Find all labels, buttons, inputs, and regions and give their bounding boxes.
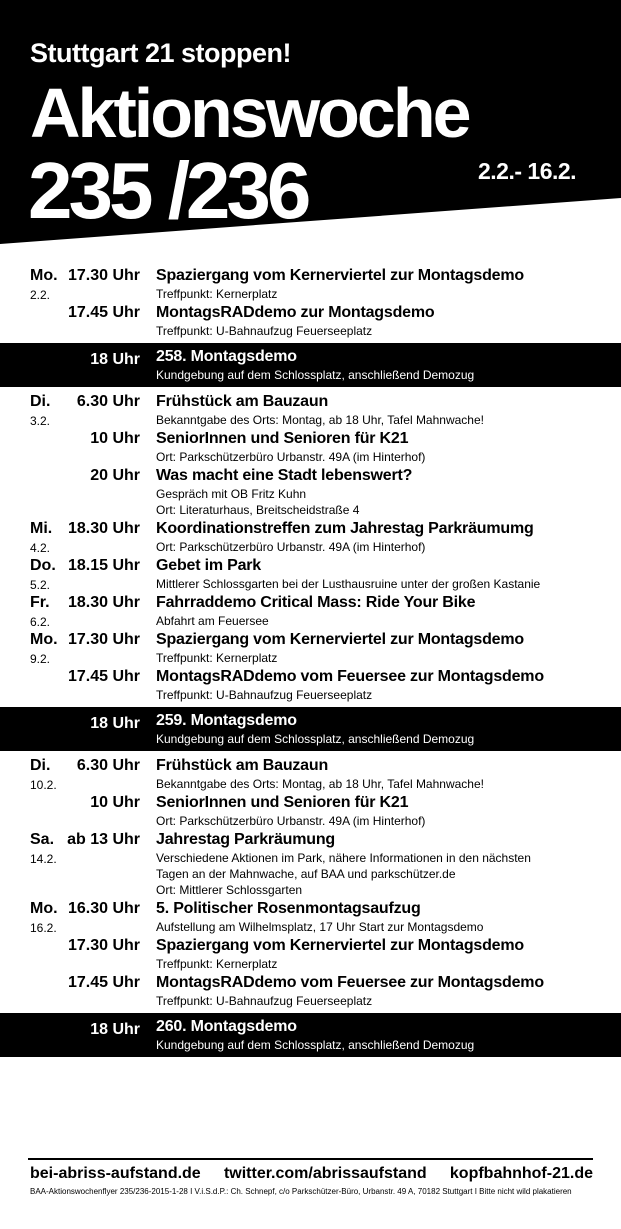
event-title: Was macht eine Stadt lebenswert?: [156, 467, 413, 484]
event-time: 17.30 Uhr: [67, 631, 140, 648]
event-title: 260. Montagsdemo: [156, 1018, 297, 1035]
event-date: 5.2.: [30, 578, 51, 592]
event-time: 18 Uhr: [90, 351, 140, 368]
event-description: Mittlerer Schlossgarten bei der Lusthausruine unter der großen Kastanie: [156, 577, 541, 591]
event-content: [156, 518, 621, 555]
footer-imprint: BAA-Aktionswochenflyer 235/236-2015-1-28 I V.i.S.d.P.: Ch. Schnepf, c/o Parkschützer-Büro, Urbanstr. 49 A, 70182 Stuttgart I Bitte nicht wild plakatieren: [30, 1187, 572, 1196]
event-time: 18.15 Uhr: [67, 557, 140, 574]
event-description: Verschiedene Aktionen im Park, nähere Informationen in den nächsten: [156, 851, 531, 865]
event-description: Treffpunkt: Kernerplatz: [156, 287, 278, 301]
footer-links: [30, 1163, 593, 1185]
event-item: [0, 265, 621, 302]
event-title: Jahrestag Parkräumung: [156, 831, 335, 848]
event-item: [0, 1016, 621, 1053]
event-title: MontagsRADdemo vom Feuersee zur Montagsdemo: [156, 668, 544, 685]
day-row: [0, 391, 621, 518]
highlight-row: [0, 707, 621, 751]
event-description: Abfahrt am Feuersee: [156, 614, 269, 628]
event-description: Ort: Parkschützerbüro Urbanstr. 49A (im Hinterhof): [156, 540, 426, 554]
event-content: [156, 629, 621, 666]
event-item: [0, 302, 621, 339]
event-day: Mo.: [30, 631, 58, 648]
event-description: Aufstellung am Wilhelmsplatz, 17 Uhr Start zur Montagsdemo: [156, 920, 484, 934]
day-row: [0, 592, 621, 629]
event-description: Ort: Literaturhaus, Breitscheidstraße 4: [156, 503, 360, 517]
event-description: Bekanntgabe des Orts: Montag, ab 18 Uhr, Tafel Mahnwache!: [156, 413, 484, 427]
day-row: [0, 265, 621, 339]
event-date: 6.2.: [30, 615, 51, 629]
event-content: [156, 1016, 621, 1053]
event-content: [156, 666, 621, 703]
event-day: Do.: [30, 557, 56, 574]
event-day: Mi.: [30, 520, 53, 537]
event-title: 258. Montagsdemo: [156, 348, 297, 365]
event-description: Kundgebung auf dem Schlossplatz, anschließend Demozug: [156, 1038, 475, 1052]
event-content: [156, 428, 621, 465]
event-time: ab 13 Uhr: [67, 831, 140, 848]
event-item: [0, 518, 621, 555]
event-content: [156, 935, 621, 972]
event-content: [156, 972, 621, 1009]
event-content: [156, 346, 621, 383]
header-title: Aktionswoche: [30, 74, 469, 152]
event-description: Bekanntgabe des Orts: Montag, ab 18 Uhr, Tafel Mahnwache!: [156, 777, 484, 791]
day-row: [0, 555, 621, 592]
event-date: 16.2.: [30, 921, 57, 935]
event-content: [156, 302, 621, 339]
event-item: [0, 829, 621, 898]
event-content: [156, 898, 621, 935]
event-title: Spaziergang vom Kernerviertel zur Montagsdemo: [156, 631, 524, 648]
event-title: Spaziergang vom Kernerviertel zur Montagsdemo: [156, 267, 524, 284]
day-row: [0, 829, 621, 898]
header-date-range: 2.2.- 16.2.: [478, 158, 577, 184]
event-description: Ort: Mittlerer Schlossgarten: [156, 883, 303, 897]
event-date: 4.2.: [30, 541, 51, 555]
schedule: [0, 265, 621, 1061]
event-content: [156, 592, 621, 629]
event-title: SeniorInnen und Senioren für K21: [156, 794, 409, 811]
event-item: [0, 755, 621, 792]
event-content: [156, 555, 621, 592]
event-date: 2.2.: [30, 288, 51, 302]
event-item: [0, 555, 621, 592]
event-item: [0, 935, 621, 972]
event-description: Ort: Parkschützerbüro Urbanstr. 49A (im Hinterhof): [156, 814, 426, 828]
event-content: [156, 792, 621, 829]
event-time: 17.45 Uhr: [67, 668, 140, 685]
event-description: Treffpunkt: Kernerplatz: [156, 957, 278, 971]
event-time: 16.30 Uhr: [67, 900, 140, 917]
day-row: [0, 629, 621, 703]
event-time: 17.45 Uhr: [67, 304, 140, 321]
event-day: Sa.: [30, 831, 55, 848]
event-title: Frühstück am Bauzaun: [156, 393, 329, 410]
event-description: Kundgebung auf dem Schlossplatz, anschließend Demozug: [156, 368, 475, 382]
event-item: [0, 710, 621, 747]
event-day: Di.: [30, 757, 51, 774]
event-date: 10.2.: [30, 778, 57, 792]
footer-link-bei-abriss-aufstand[interactable]: bei-abriss-aufstand.de: [30, 1165, 201, 1182]
event-time: 10 Uhr: [90, 794, 140, 811]
event-description: Ort: Parkschützerbüro Urbanstr. 49A (im Hinterhof): [156, 450, 426, 464]
event-item: [0, 972, 621, 1009]
event-time: 18 Uhr: [90, 715, 140, 732]
event-title: Koordinationstreffen zum Jahrestag Parkräumumg: [156, 520, 534, 537]
event-content: [156, 755, 621, 792]
event-item: [0, 592, 621, 629]
event-item: [0, 346, 621, 383]
event-title: 259. Montagsdemo: [156, 712, 297, 729]
event-item: [0, 792, 621, 829]
event-title: Fahrraddemo Critical Mass: Ride Your Bike: [156, 594, 476, 611]
highlight-row: [0, 343, 621, 387]
event-date: 9.2.: [30, 652, 51, 666]
event-title: Gebet im Park: [156, 557, 262, 574]
event-description: Treffpunkt: U-Bahnaufzug Feuerseeplatz: [156, 324, 373, 338]
event-description: Gespräch mit OB Fritz Kuhn: [156, 487, 307, 501]
highlight-row: [0, 1013, 621, 1057]
event-item: [0, 629, 621, 666]
footer-divider: [28, 1158, 593, 1160]
event-time: 6.30 Uhr: [76, 393, 140, 410]
event-item: [0, 666, 621, 703]
event-title: MontagsRADdemo vom Feuersee zur Montagsdemo: [156, 974, 544, 991]
event-description: Treffpunkt: U-Bahnaufzug Feuerseeplatz: [156, 688, 373, 702]
event-date: 3.2.: [30, 414, 51, 428]
event-time: 17.45 Uhr: [67, 974, 140, 991]
event-time: 17.30 Uhr: [67, 937, 140, 954]
event-day: Fr.: [30, 594, 50, 611]
footer-link-kopfbahnhof-21[interactable]: kopfbahnhof-21.de: [449, 1165, 593, 1182]
event-title: Frühstück am Bauzaun: [156, 757, 329, 774]
event-day: Mo.: [30, 267, 58, 284]
day-row: [0, 518, 621, 555]
event-item: [0, 465, 621, 518]
event-description: Kundgebung auf dem Schlossplatz, anschließend Demozug: [156, 732, 475, 746]
event-day: Di.: [30, 393, 51, 410]
day-row: [0, 898, 621, 1009]
event-title: SeniorInnen und Senioren für K21: [156, 430, 409, 447]
event-title: MontagsRADdemo zur Montagsdemo: [156, 304, 435, 321]
event-item: [0, 391, 621, 428]
event-time: 20 Uhr: [90, 467, 140, 484]
event-time: 18 Uhr: [90, 1021, 140, 1038]
footer-link-twitter[interactable]: twitter.com/abrissaufstand: [223, 1165, 427, 1182]
event-item: [0, 428, 621, 465]
event-title: 5. Politischer Rosenmontagsaufzug: [156, 900, 421, 917]
event-day: Mo.: [30, 900, 58, 917]
event-description: Treffpunkt: Kernerplatz: [156, 651, 278, 665]
event-description: Treffpunkt: U-Bahnaufzug Feuerseeplatz: [156, 994, 373, 1008]
event-item: [0, 898, 621, 935]
event-content: [156, 710, 621, 747]
event-content: [156, 265, 621, 302]
event-content: [156, 391, 621, 428]
event-time: 6.30 Uhr: [76, 757, 140, 774]
event-content: [156, 465, 621, 518]
footer: [30, 1163, 593, 1198]
event-description: Tagen an der Mahnwache, auf BAA und parkschützer.de: [156, 867, 456, 881]
event-time: 10 Uhr: [90, 430, 140, 447]
event-time: 18.30 Uhr: [67, 520, 140, 537]
event-date: 14.2.: [30, 852, 57, 866]
event-content: [156, 829, 621, 898]
header-week-number: 235 /236: [28, 146, 308, 235]
event-time: 17.30 Uhr: [67, 267, 140, 284]
day-row: [0, 755, 621, 829]
event-title: Spaziergang vom Kernerviertel zur Montagsdemo: [156, 937, 524, 954]
event-time: 18.30 Uhr: [67, 594, 140, 611]
header-subtitle: Stuttgart 21 stoppen!: [30, 38, 292, 68]
